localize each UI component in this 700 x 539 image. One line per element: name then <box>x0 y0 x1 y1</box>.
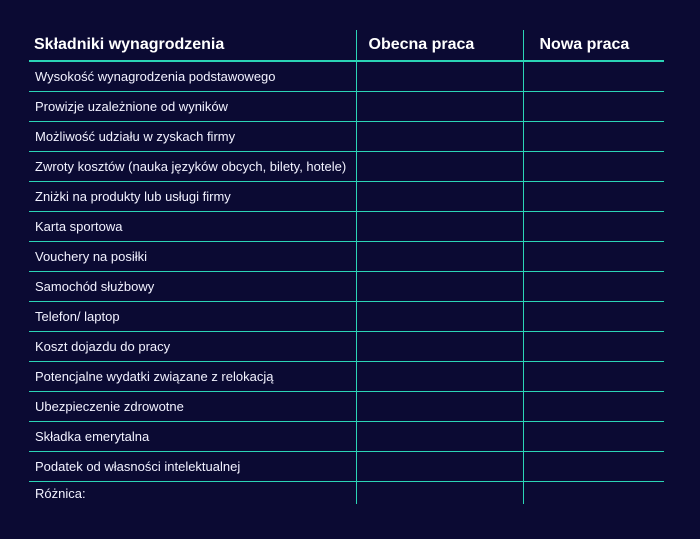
row-label: Samochód służbowy <box>29 272 356 302</box>
row-label: Prowizje uzależnione od wyników <box>29 92 356 122</box>
table-row <box>29 422 664 452</box>
current-job-cell <box>356 152 523 182</box>
table-row <box>29 61 664 92</box>
new-job-cell <box>523 302 664 332</box>
new-job-cell <box>523 392 664 422</box>
new-job-cell <box>523 212 664 242</box>
row-label: Telefon/ laptop <box>29 302 356 332</box>
current-job-cell <box>356 92 523 122</box>
new-job-cell <box>523 122 664 152</box>
new-job-cell <box>523 332 664 362</box>
header-components: Składniki wynagrodzenia <box>29 30 356 61</box>
table-row <box>29 272 664 302</box>
row-label: Karta sportowa <box>29 212 356 242</box>
current-job-cell <box>356 332 523 362</box>
table-row <box>29 482 664 505</box>
new-job-cell <box>523 272 664 302</box>
table-row <box>29 122 664 152</box>
new-job-cell <box>523 92 664 122</box>
current-job-cell <box>356 392 523 422</box>
current-job-cell <box>356 302 523 332</box>
new-job-cell <box>523 242 664 272</box>
current-job-cell <box>356 242 523 272</box>
current-job-cell <box>356 272 523 302</box>
table-row <box>29 452 664 482</box>
table-row <box>29 362 664 392</box>
current-job-cell <box>356 61 523 92</box>
table-row <box>29 182 664 212</box>
row-label: Różnica: <box>35 485 86 501</box>
row-label: Vouchery na posiłki <box>29 242 356 272</box>
current-job-cell <box>356 452 523 482</box>
table-row <box>29 392 664 422</box>
current-job-cell <box>356 122 523 152</box>
table-header-row <box>29 30 664 61</box>
row-label: Podatek od własności intelektualnej <box>29 452 356 482</box>
compensation-comparison-table <box>29 30 664 504</box>
header-current-job: Obecna praca <box>356 30 523 61</box>
current-job-cell <box>356 362 523 392</box>
new-job-cell <box>523 182 664 212</box>
table-row <box>29 302 664 332</box>
table-row <box>29 152 664 182</box>
new-job-cell <box>523 482 664 505</box>
new-job-cell <box>523 422 664 452</box>
row-label: Zwroty kosztów (nauka języków obcych, bilety, hotele) <box>29 152 356 182</box>
row-label: Wysokość wynagrodzenia podstawowego <box>29 61 356 92</box>
table-row <box>29 92 664 122</box>
new-job-cell <box>523 61 664 92</box>
current-job-cell <box>356 422 523 452</box>
row-label: Potencjalne wydatki związane z relokacją <box>29 362 356 392</box>
row-label: Zniżki na produkty lub usługi firmy <box>29 182 356 212</box>
row-label: Koszt dojazdu do pracy <box>29 332 356 362</box>
row-label: Ubezpieczenie zdrowotne <box>29 392 356 422</box>
new-job-cell <box>523 152 664 182</box>
new-job-cell <box>523 452 664 482</box>
table-row <box>29 242 664 272</box>
header-new-job: Nowa praca <box>523 30 664 61</box>
row-label: Możliwość udziału w zyskach firmy <box>29 122 356 152</box>
table-row <box>29 332 664 362</box>
current-job-cell <box>356 182 523 212</box>
new-job-cell <box>523 362 664 392</box>
table-row <box>29 212 664 242</box>
current-job-cell <box>356 482 523 505</box>
row-label: Składka emerytalna <box>29 422 356 452</box>
current-job-cell <box>356 212 523 242</box>
